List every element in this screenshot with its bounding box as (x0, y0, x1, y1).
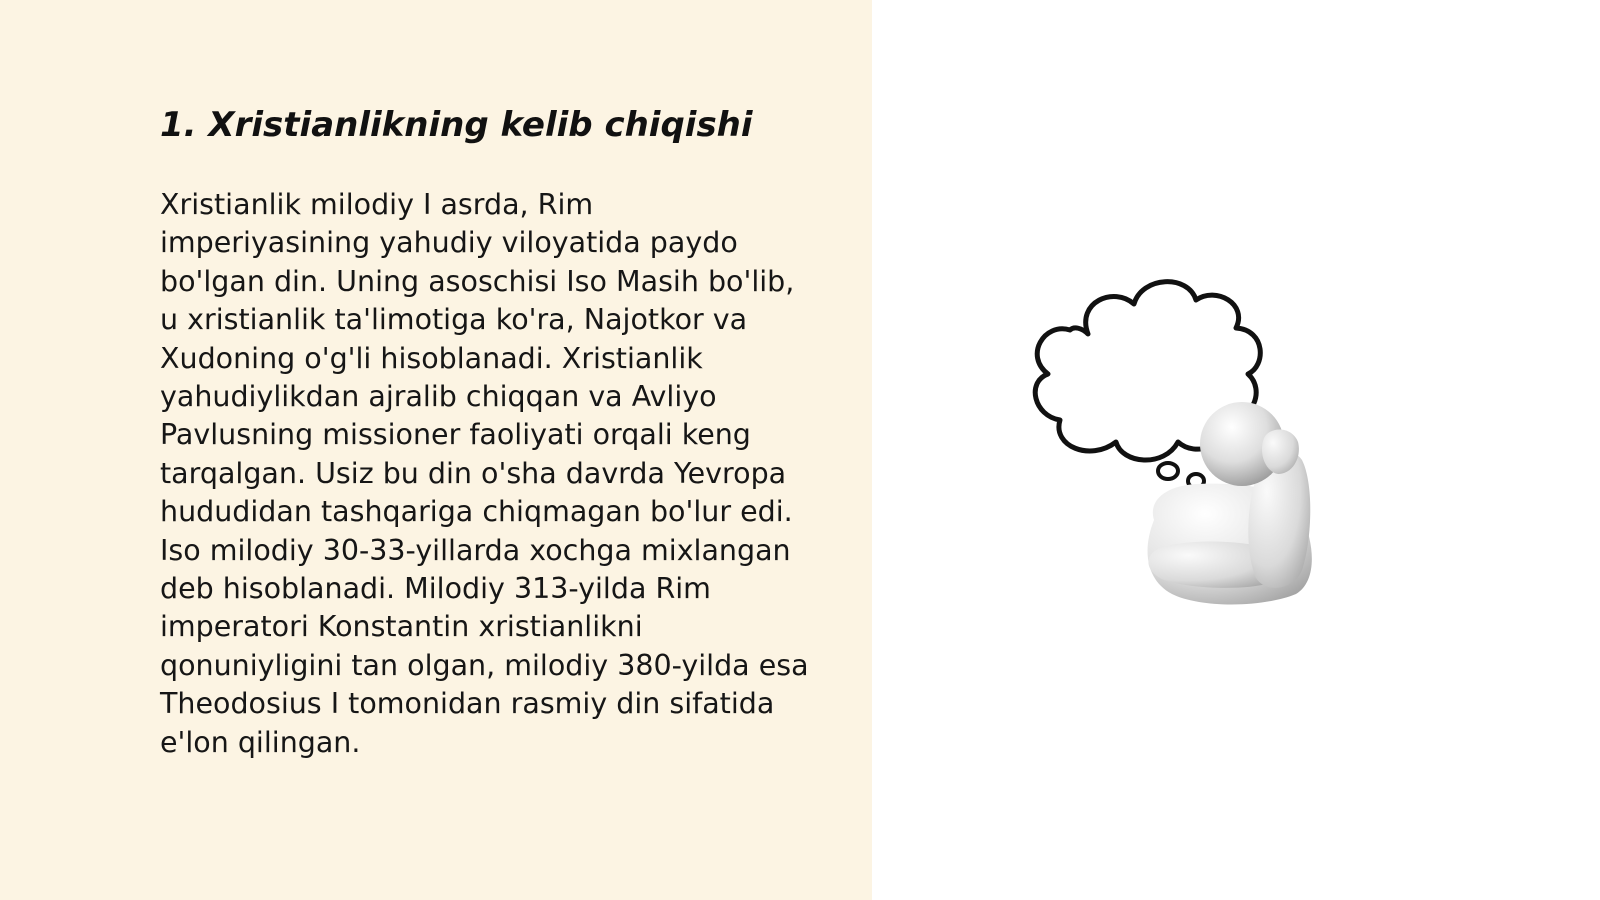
body-line: u xristianlik ta'limotiga ko'ra, Najotkor va (160, 303, 748, 337)
body-line: bo'lgan din. Uning asoschisi Iso Masih bo'lib, (160, 264, 795, 298)
body-line: Theodosius I tomonidan rasmiy din sifatida (160, 687, 775, 721)
slide-body (160, 186, 850, 762)
body-line: Xudoning o'g'li hisoblanadi. Xristianlik (160, 341, 703, 375)
body-line: imperatori Konstantin xristianlikni (160, 610, 643, 644)
body-line: Xristianlik milodiy I asrda, Rim (160, 188, 594, 221)
body-line: Pavlusning missioner faoliyati orqali keng (160, 418, 751, 452)
body-line: Iso milodiy 30-33-yillarda xochga mixlangan (160, 533, 791, 567)
slide-title: 1. Xristianlikning kelib chiqishi (160, 105, 753, 145)
body-line: imperiyasining yahudiy viloyatida paydo (160, 226, 738, 260)
thinking-person-with-thought-bubble-icon (1030, 278, 1350, 618)
body-line: deb hisoblanadi. Milodiy 313-yilda Rim (160, 572, 711, 606)
body-line: e'lon qilingan. (160, 725, 361, 759)
body-line: tarqalgan. Usiz bu din o'sha davrda Yevropa (160, 456, 787, 490)
body-line: hududidan tashqariga chiqmagan bo'lur edi. (160, 495, 793, 529)
body-line: qonuniyligini tan olgan, milodiy 380-yilda esa (160, 648, 809, 682)
body-line: yahudiylikdan ajralib chiqqan va Avliyo (160, 380, 717, 414)
